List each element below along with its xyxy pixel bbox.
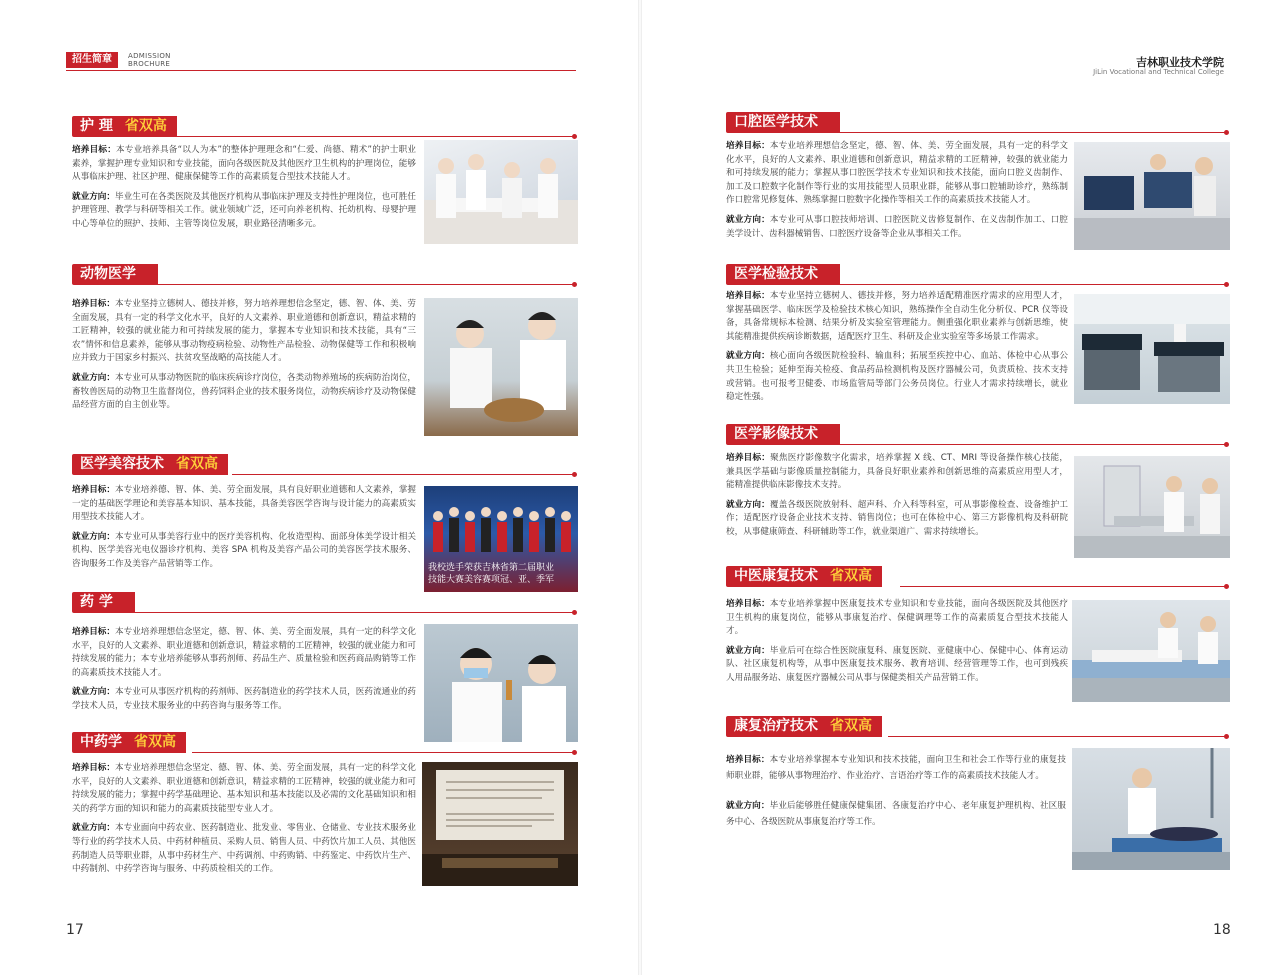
section-title-bar (72, 732, 578, 755)
section-dental-technology (726, 112, 1230, 258)
dental-lab-photo (1074, 142, 1230, 250)
imaging-room-photo (1074, 456, 1230, 558)
section-rehabilitation-therapy (726, 716, 1230, 876)
section-body: 培养目标：本专业坚持立德树人、德技并修，努力培养理想信念坚定，德、智、体、美、劳全面发展，具有一定的科学文化水平，良好的人文素养、职业道德和创新意识，精益求精的工匠精神，较强的就业能力和可持续发展的能力，掌握本专业知识和技术技能，具有“三农”情怀和信息素养，能够从事动物疫病检验、动物性产品检验、动物保健等工作和积极响应并致力于国家乡村振兴、扶贫攻坚战略的高技能人才。 就业方向：本专业可从事动物医院的临床疾病诊疗岗位，各类动物养殖场的疾病防治岗位，畜牧兽医局的动物卫生监督岗位，兽药饲料企业的技术服务岗位，动物疾病诊疗及动物保健品经营方面的自主创业等。 (72, 299, 416, 411)
header-rule (66, 70, 576, 71)
section-medical-imaging (726, 424, 1230, 564)
competition-award-photo (424, 486, 578, 592)
section-title-bar (726, 264, 1230, 287)
section-title: 护 理 省双高 (72, 116, 177, 137)
page-number-left: 17 (66, 922, 84, 938)
section-medical-laboratory (726, 264, 1230, 414)
section-title: 口腔医学技术 (726, 112, 840, 133)
page-number-right: 18 (1213, 922, 1231, 938)
section-tcm-rehabilitation (726, 566, 1230, 706)
section-body: 培养目标：本专业培养理想信念坚定、德、智、体、美、劳全面发展，具有一定的科学文化水平，良好的人文素养、职业道德和创新意识，精益求精的工匠精神，较强的就业能力和可持续发展的能力；掌握中药学基础理论、基本知识和基本技能以及必需的文化基础知识和相关的药学方面的知识和能力的高素质技能型专业人才。 就业方向：本专业面向中药农业、医药制造业、批发业、零售业、仓储业、专业技术服务业等行业的药学技术人员、中药材种植员、采购人员、销售人员、中药饮片加工人员、其他医药制造人员等职业群，从事中药材生产、中药调剂、中药购销、中药鉴定、中药饮片生产、中药制剂、中药学咨询与服务、中药质检相关的工作。 (72, 763, 416, 875)
section-title: 中药学 省双高 (72, 732, 186, 753)
section-body: 培养目标：本专业培养具备“以人为本”的整体护理理念和“仁爱、尚德、精术”的护士职业素养，掌握护理专业知识和专业技能，面向各级医院及其他医疗卫生机构的护理岗位，能够从事临床护理、社区护理、健康保健等工作的高素质复合型技术技能人才。 就业方向：毕业生可在各类医院及其他医疗机构从事临床护理及支持性护理岗位，也可胜任护理管理、教学与科研等相关工作。就业领域广泛，还可向养老机构、托幼机构、母婴护理中心等单位的照护、技师、主管等岗位发展，职业路径清晰多元。 (72, 145, 416, 229)
section-nursing (72, 116, 578, 256)
section-medical-cosmetology (72, 454, 578, 592)
section-chinese-pharmacy (72, 732, 578, 904)
section-title: 医学检验技术 (726, 264, 840, 285)
laboratory-photo (1074, 294, 1230, 404)
section-title: 动物医学 (72, 264, 158, 285)
rehab-therapy-photo (1072, 748, 1230, 870)
page-gutter (638, 0, 642, 975)
section-title-bar (726, 424, 1230, 447)
section-title: 医学美容技术 省双高 (72, 454, 228, 475)
section-body: 培养目标：本专业培养掌握本专业知识和技术技能，面向卫生和社会工作等行业的康复技师职业群，能够从事物理治疗、作业治疗、言语治疗等工作的高素质技术技能人才。 就业方向：毕业后能够胜任健康保健集团、各康复治疗中心、老年康复护理机构、社区服务中心、各级医院从事康复治疗等工作。 (726, 755, 1066, 827)
tcm-therapy-photo (1072, 600, 1230, 702)
section-body: 培养目标：本专业培养理想信念坚定，德、智、体、美、劳全面发展，具有一定的科学文化水平，良好的人文素养、职业道德和创新意识，精益求精的工匠精神，较强的就业能力和可持续发展的能力；本专业培养能够从事药剂师、药品生产、质量检验和医药商品购销等工作的高素质技术技能人才。 就业方向：本专业可从事医疗机构的药剂师、医药制造业的药学技术人员，医药流通业的药学技术人员，专业技术服务业的中药咨询与服务等工作。 (72, 627, 416, 711)
herbal-exhibit-photo (422, 762, 578, 886)
pharmacy-lab-photo (424, 624, 578, 742)
section-title: 康复治疗技术 省双高 (726, 716, 882, 737)
nursing-training-photo (424, 140, 578, 244)
section-veterinary (72, 264, 578, 444)
college-name: 吉林职业技术学院 (1136, 56, 1224, 69)
section-title-bar (726, 716, 1230, 739)
section-body: 培养目标：本专业培养理想信念坚定，德、智、体、美、劳全面发展，具有一定的科学文化水平，良好的人文素养、职业道德和创新意识，精益求精的工匠精神，较强的就业能力和可持续发展的能力；掌握从事口腔医学技术专业知识和技术技能，面向口腔义齿制作、加工及口腔数字化制作等行业的实用技能型人员职业群，能够从事口腔辅助诊疗，熟练制作口腔常见修复体、熟练掌握口腔数字化操作等相关工作的高素质技术技能人才。 就业方向：本专业可从事口腔技师培训、口腔医院义齿修复制作、在义齿制作加工、口腔美学设计、齿科器械销售、口腔医疗设备等企业从事相关工作。 (726, 141, 1068, 239)
section-body: 培养目标：本专业培养德、智、体、美、劳全面发展，具有良好职业道德和人文素养，掌握一定的基础医学理论和美容基本知识、基本技能，具备美容医学咨询与设计能力的高素质实用型技术技能人才。 就业方向：本专业可从事美容行业中的医疗美容机构、化妆造型构、面部身体美学设计相关机构、医学美容光电仪器诊疗机构、美容 SPA 机构及美容产品公司的美容医学技术服务、咨询服务工作及美容产品营销等工作。 (72, 485, 416, 569)
section-title-bar (726, 112, 1230, 135)
veterinary-lab-photo (424, 298, 578, 436)
section-body: 培养目标：聚焦医疗影像数字化需求，培养掌握 X 线、CT、MRI 等设备操作核心技能，兼具医学基础与影像质量控制能力，具备良好职业素养和创新思维的高素质应用型人才，能精准提供临床影像技术支持。 就业方向：覆盖各级医院放射科、超声科、介入科等科室，可从事影像检查、设备维护工作；适配医疗设备企业技术支持、销售岗位；也可在体检中心、第三方影像机构及科研院校，从事健康筛查、科研辅助等工作，就业渠道广、需求持续增长。 (726, 453, 1068, 537)
section-title-bar (72, 264, 578, 287)
section-title: 医学影像技术 (726, 424, 840, 445)
section-title-bar (72, 454, 578, 477)
brochure-tag: 招生简章 (66, 52, 118, 68)
section-body: 培养目标：本专业坚持立德树人、德技并修，努力培养适配精准医疗需求的应用型人才，掌握基础医学、临床医学及检验技术核心知识，熟练操作全自动生化分析仪、PCR 仪等设备，具备常规标本检测、结果分析及实验室管理能力。侧重强化职业素养与创新思维，使其能精准提供疾病诊断数据，适配医疗卫生、科研及企业实验室等多场景工作需求。 就业方向：核心面向各级医院检验科、输血科；拓展至疾控中心、血站、体检中心从事公共卫生检验；延伸至海关检疫、食品药品检测机构及医疗器械公司，负责质检、技术支持或营销。也可报考卫健委、市场监管局等部门公务员岗位。行业人才需求持续增长，就业稳定性强。 (726, 291, 1068, 403)
photo-caption: 我校选手荣获吉林省第二届职业 技能大赛美容赛项冠、亚、季军 (428, 563, 555, 585)
brochure-tag-en: ADMISSION BROCHURE (128, 52, 171, 68)
section-pharmacy (72, 592, 578, 732)
college-name-en: JiLin Vocational and Technical College (1093, 68, 1224, 76)
section-title-bar (72, 592, 578, 615)
section-body: 培养目标：本专业培养掌握中医康复技术专业知识和专业技能，面向各级医院及其他医疗卫生机构的康复岗位，能够从事康复治疗、保健调理等工作的高素质复合型技术技能人才。 就业方向：毕业后可在综合性医院康复科、康复医院、亚健康中心、保健中心、体育运动队、社区康复机构等，从事中医康复技术服务、教育培训、经营管理等工作，也可到残疾人用品服务站、康复医疗器械公司从事与保健类相关产品营销工作。 (726, 599, 1068, 683)
section-title: 中医康复技术 省双高 (726, 566, 882, 587)
section-title: 药 学 (72, 592, 135, 613)
section-title-bar (72, 116, 578, 139)
section-title-bar (726, 566, 1230, 589)
